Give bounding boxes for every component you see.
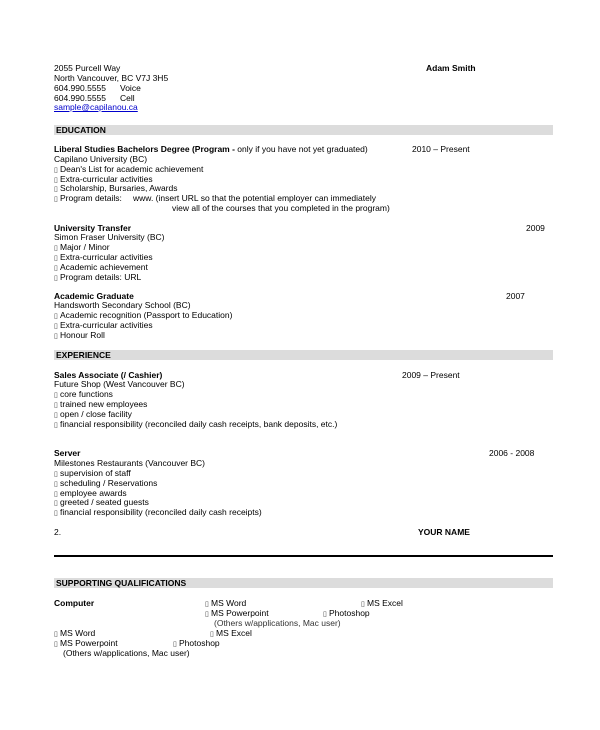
list-item: ▯ MS Excel	[210, 628, 252, 638]
bullet-icon: ▯	[54, 412, 58, 419]
bullet-icon: ▯	[54, 402, 58, 409]
bullet-icon: ▯	[54, 491, 58, 498]
bullet-icon: ▯	[54, 500, 58, 507]
education-heading: EDUCATION	[56, 125, 106, 135]
edu2-title: University Transfer	[54, 223, 132, 233]
bullet-icon: ▯	[54, 323, 58, 330]
bullet-icon: ▯	[54, 265, 58, 272]
bullet-icon: ▯	[205, 611, 209, 618]
experience-heading: EXPERIENCE	[56, 350, 111, 360]
edu2-date: 2009	[526, 223, 545, 233]
exp1-company: Future Shop (West Vancouver BC)	[54, 379, 185, 389]
list-item: ▯ MS Word	[54, 628, 96, 638]
list-item: ▯ financial responsibility (reconciled daily cash receipts)	[54, 507, 262, 517]
qualifications-heading-bar	[54, 578, 553, 588]
list-item: ▯ MS Word	[205, 598, 247, 608]
experience-heading-bar	[54, 350, 553, 360]
list-item: ▯ MS Excel	[361, 598, 403, 608]
email-link[interactable]: sample@capilanou.ca	[54, 102, 138, 112]
list-item: ▯ Program details: URL	[54, 272, 142, 282]
applicant-name: Adam Smith	[426, 63, 476, 73]
edu3-institution: Handsworth Secondary School (BC)	[54, 300, 191, 310]
phone-voice: 604.990.5555	[54, 83, 106, 93]
qualifications-heading: SUPPORTING QUALIFICATIONS	[56, 578, 187, 588]
exp2-title: Server	[54, 448, 81, 458]
list-item: ▯ Academic achievement	[54, 262, 148, 272]
bullet-icon: ▯	[173, 641, 177, 648]
bullet-icon: ▯	[54, 422, 58, 429]
computer-label: Computer	[54, 598, 95, 608]
bullet-icon: ▯	[54, 275, 58, 282]
phone-voice-label: Voice	[120, 83, 141, 93]
page-number: 2.	[54, 527, 62, 537]
exp2-company: Milestones Restaurants (Vancouver BC)	[54, 458, 206, 468]
list-item: ▯ scheduling / Reservations	[54, 478, 158, 488]
list-item: ▯ financial responsibility (reconciled daily cash receipts, bank deposits, etc.)	[54, 419, 338, 429]
bullet-icon: ▯	[54, 471, 58, 478]
list-item: ▯ open / close facility	[54, 409, 132, 419]
list-item: ▯ MS Powerpoint	[54, 638, 118, 648]
your-name: YOUR NAME	[418, 527, 470, 537]
exp2-date: 2006 - 2008	[489, 448, 535, 458]
page-divider	[54, 555, 553, 557]
bullet-icon: ▯	[54, 481, 58, 488]
edu2-institution: Simon Fraser University (BC)	[54, 232, 165, 242]
bullet-icon: ▯	[54, 333, 58, 340]
list-item: ▯ greeted / seated guests	[54, 497, 149, 507]
bullet-icon: ▯	[210, 631, 214, 638]
edu1-institution: Capilano University (BC)	[54, 154, 148, 164]
edu1-program-url-cont: view all of the courses that you completed in the program)	[172, 203, 390, 213]
bullet-icon: ▯	[54, 510, 58, 517]
education-heading-bar	[54, 125, 553, 135]
phone-cell: 604.990.5555	[54, 93, 106, 103]
bullet-icon: ▯	[54, 641, 58, 648]
edu1-program-url: www. (insert URL so that the potential employer can immediately	[133, 193, 376, 203]
exp1-date: 2009 – Present	[402, 370, 460, 380]
bullet-icon: ▯	[323, 611, 327, 618]
list-item: ▯ Program details:	[54, 193, 122, 203]
edu1-date: 2010 – Present	[412, 144, 470, 154]
list-item: ▯ supervision of staff	[54, 468, 131, 478]
bullet-icon: ▯	[205, 601, 209, 608]
bullet-icon: ▯	[54, 245, 58, 252]
bullet-icon: ▯	[54, 631, 58, 638]
address-line-1: 2055 Purcell Way	[54, 63, 121, 73]
edu3-date: 2007	[506, 291, 525, 301]
bullet-icon: ▯	[361, 601, 365, 608]
list-item: ▯ Honour Roll	[54, 330, 105, 340]
bullet-icon: ▯	[54, 167, 58, 174]
list-item: ▯ employee awards	[54, 488, 127, 498]
edu3-title: Academic Graduate	[54, 291, 134, 301]
phone-cell-label: Cell	[120, 93, 135, 103]
computer-others-1: (Others w/applications, Mac user)	[214, 618, 341, 628]
list-item: ▯ MS Powerpoint	[205, 608, 269, 618]
list-item: ▯ core functions	[54, 389, 113, 399]
list-item: ▯ Scholarship, Bursaries, Awards	[54, 183, 178, 193]
bullet-icon: ▯	[54, 392, 58, 399]
address-line-2: North Vancouver, BC V7J 3H5	[54, 73, 169, 83]
list-item: ▯ Extra-curricular activities	[54, 174, 153, 184]
list-item: ▯ Dean's List for academic achievement	[54, 164, 204, 174]
bullet-icon: ▯	[54, 186, 58, 193]
bullet-icon: ▯	[54, 196, 58, 203]
list-item: ▯ Academic recognition (Passport to Education)	[54, 310, 233, 320]
bullet-icon: ▯	[54, 313, 58, 320]
edu1-title: Liberal Studies Bachelors Degree (Program - only if you have not yet graduated)	[54, 144, 368, 154]
list-item: ▯ Extra-curricular activities	[54, 320, 153, 330]
bullet-icon: ▯	[54, 255, 58, 262]
bullet-icon: ▯	[54, 177, 58, 184]
list-item: ▯ Photoshop	[173, 638, 220, 648]
list-item: ▯ trained new employees	[54, 399, 148, 409]
exp1-title: Sales Associate (/ Cashier)	[54, 370, 163, 380]
list-item: ▯ Major / Minor	[54, 242, 110, 252]
list-item: ▯ Extra-curricular activities	[54, 252, 153, 262]
computer-others-2: (Others w/applications, Mac user)	[63, 648, 190, 658]
list-item: ▯ Photoshop	[323, 608, 370, 618]
